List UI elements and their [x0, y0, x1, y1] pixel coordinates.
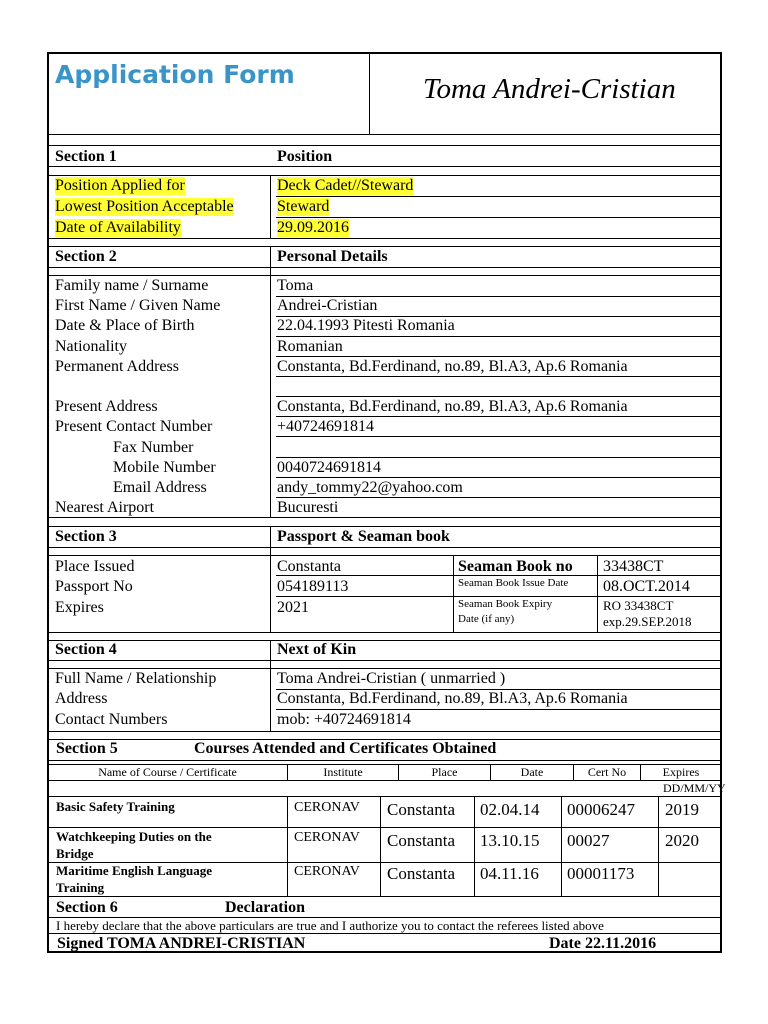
- course-2-name: Watchkeeping Duties on the: [56, 829, 212, 844]
- course-3-place: Constanta: [387, 864, 455, 883]
- surname-label: Family name / Surname: [55, 277, 209, 294]
- declaration-text: I hereby declare that the above particulars are true and I authorize you to contact the referees listed above: [56, 918, 604, 933]
- course-3-name-cont: Training: [56, 880, 105, 895]
- col-date: Date: [520, 765, 544, 779]
- rule: [48, 145, 721, 146]
- rule: [48, 517, 721, 518]
- course-1-cert: 00006247: [567, 800, 635, 819]
- kin-contact-value: mob: +40724691814: [277, 711, 411, 728]
- place-issued-value: Constanta: [277, 558, 341, 575]
- col-place: Place: [431, 765, 458, 779]
- column-divider: [270, 526, 271, 632]
- seaman-book-label: Seaman Book no: [458, 558, 573, 575]
- rule: [48, 275, 721, 276]
- field-rule: [276, 396, 721, 397]
- mobile-label: Mobile Number: [113, 459, 216, 476]
- col-cert-no: Cert No: [587, 765, 627, 779]
- section-2-label: Section 2: [55, 248, 117, 265]
- section-4-heading: Next of Kin: [277, 641, 357, 658]
- expiry-value-1: RO 33438CT: [603, 598, 674, 613]
- rule: [48, 896, 721, 897]
- kin-name-value: Toma Andrei-Cristian ( unmarried ): [277, 670, 506, 687]
- kin-name-label: Full Name / Relationship: [55, 670, 217, 687]
- applicant-name: Toma Andrei-Cristian: [423, 73, 676, 105]
- section-3-heading: Passport & Seaman book: [277, 528, 450, 545]
- rule: [48, 555, 721, 556]
- rule: [48, 526, 721, 527]
- field-rule: [276, 196, 721, 197]
- course-1-name: Basic Safety Training: [56, 799, 175, 814]
- passport-no-label: Passport No: [55, 578, 133, 595]
- position-applied-value: Deck Cadet//Steward: [277, 177, 414, 194]
- column-divider: [453, 555, 454, 632]
- expiry-label-1: Seaman Book Expiry: [458, 598, 553, 610]
- rule: [48, 660, 721, 661]
- availability-label: Date of Availability: [55, 219, 181, 236]
- course-1-place: Constanta: [387, 800, 455, 819]
- field-rule: [276, 497, 721, 498]
- course-2-name-cont: Bridge: [56, 846, 94, 861]
- column-divider: [287, 796, 288, 897]
- section-3-label: Section 3: [55, 528, 117, 545]
- airport-value: Bucuresti: [277, 499, 339, 516]
- expires-label: Expires: [55, 599, 104, 616]
- email-value: andy_tommy22@yahoo.com: [277, 479, 463, 496]
- availability-value: 29.09.2016: [277, 219, 349, 236]
- signed-date: Date 22.11.2016: [549, 935, 657, 952]
- passport-no-value: 054189113: [277, 578, 349, 595]
- birth-label: Date & Place of Birth: [55, 317, 195, 334]
- rule: [48, 547, 721, 548]
- field-rule: [276, 477, 721, 478]
- position-applied-label: Position Applied for: [55, 177, 185, 194]
- fax-label: Fax Number: [113, 439, 194, 456]
- section-6-label: Section 6: [56, 899, 118, 916]
- field-rule: [276, 376, 721, 377]
- course-3-institute: CERONAV: [294, 864, 360, 879]
- rule: [48, 267, 721, 268]
- expires-value: 2021: [277, 599, 309, 616]
- column-divider: [270, 246, 271, 518]
- nationality-label: Nationality: [55, 338, 127, 355]
- field-rule: [276, 336, 721, 337]
- kin-address-label: Address: [55, 690, 108, 707]
- course-1-institute: CERONAV: [294, 800, 360, 815]
- rule: [48, 632, 721, 633]
- course-2-date: 13.10.15: [480, 831, 540, 850]
- rule: [48, 166, 721, 167]
- field-rule: [276, 457, 721, 458]
- column-divider: [474, 796, 475, 897]
- section-5-label: Section 5: [56, 740, 118, 757]
- col-expires: Expires: [662, 765, 700, 779]
- course-3-cert: 00001173: [567, 864, 635, 883]
- rule: [48, 246, 721, 247]
- rule: [48, 827, 721, 828]
- course-1-expires: 2019: [665, 800, 699, 819]
- given-name-label: First Name / Given Name: [55, 297, 221, 314]
- course-3-date: 04.11.16: [480, 864, 539, 883]
- given-name-value: Andrei-Cristian: [277, 297, 378, 314]
- lowest-position-value: Steward: [277, 198, 330, 215]
- column-divider: [270, 640, 271, 731]
- section-4-label: Section 4: [55, 641, 117, 658]
- issue-date-value: 08.OCT.2014: [603, 578, 690, 595]
- airport-label: Nearest Airport: [55, 499, 155, 516]
- field-rule: [276, 217, 721, 218]
- kin-contact-label: Contact Numbers: [55, 711, 168, 728]
- signed-line: Signed TOMA ANDREI-CRISTIAN: [57, 935, 306, 952]
- lowest-position-label: Lowest Position Acceptable: [55, 198, 234, 215]
- permanent-address-label: Permanent Address: [55, 358, 179, 375]
- mobile-value: 0040724691814: [277, 459, 381, 476]
- header-bottom-rule: [48, 134, 721, 135]
- section-1-heading: Position: [277, 148, 333, 165]
- expiry-label-2: Date (if any): [458, 613, 515, 625]
- present-address-value: Constanta, Bd.Ferdinand, no.89, Bl.A3, Ap.6 Romania: [277, 398, 628, 415]
- birth-value: 22.04.1993 Pitesti Romania: [277, 317, 455, 334]
- email-label: Email Address: [113, 479, 207, 496]
- present-address-label: Present Address: [55, 398, 158, 415]
- field-rule: [276, 709, 721, 710]
- permanent-address-value: Constanta, Bd.Ferdinand, no.89, Bl.A3, Ap.6 Romania: [277, 358, 628, 375]
- column-divider: [658, 796, 659, 897]
- course-2-expires: 2020: [665, 831, 699, 850]
- field-rule: [276, 416, 721, 417]
- field-rule: [276, 436, 721, 437]
- course-1-date: 02.04.14: [480, 800, 540, 819]
- column-divider: [270, 175, 271, 239]
- nationality-value: Romanian: [277, 338, 343, 355]
- expiry-value-2: exp.29.SEP.2018: [603, 614, 692, 629]
- section-2-heading: Personal Details: [277, 248, 388, 265]
- col-institute: Institute: [323, 765, 363, 779]
- section-6-heading: Declaration: [225, 899, 305, 916]
- issue-date-label: Seaman Book Issue Date: [458, 577, 569, 589]
- header-divider: [369, 53, 370, 135]
- surname-value: Toma: [277, 277, 314, 294]
- rule: [48, 760, 721, 761]
- seaman-book-value: 33438CT: [603, 558, 664, 575]
- section-5-heading: Courses Attended and Certificates Obtained: [194, 740, 497, 757]
- rule: [48, 238, 721, 239]
- course-2-cert: 00027: [567, 831, 610, 850]
- field-rule: [276, 356, 721, 357]
- date-format: DD/MM/YY: [663, 781, 726, 795]
- rule: [48, 640, 721, 641]
- kin-address-value: Constanta, Bd.Ferdinand, no.89, Bl.A3, Ap.6 Romania: [277, 690, 628, 707]
- course-2-institute: CERONAV: [294, 830, 360, 845]
- rule: [48, 175, 721, 176]
- place-issued-label: Place Issued: [55, 558, 135, 575]
- col-course: Name of Course / Certificate: [98, 765, 237, 779]
- rule: [48, 731, 721, 732]
- column-divider: [380, 796, 381, 897]
- course-2-place: Constanta: [387, 831, 455, 850]
- form-title: Application Form: [55, 60, 295, 89]
- course-3-name: Maritime English Language: [56, 863, 213, 878]
- rule: [48, 780, 721, 781]
- section-1-label: Section 1: [55, 148, 117, 165]
- contact-number-label: Present Contact Number: [55, 418, 213, 435]
- column-divider: [597, 555, 598, 632]
- rule: [48, 668, 721, 669]
- contact-number-value: +40724691814: [277, 418, 375, 435]
- column-divider: [561, 796, 562, 897]
- rule: [48, 933, 721, 934]
- rule: [48, 796, 721, 797]
